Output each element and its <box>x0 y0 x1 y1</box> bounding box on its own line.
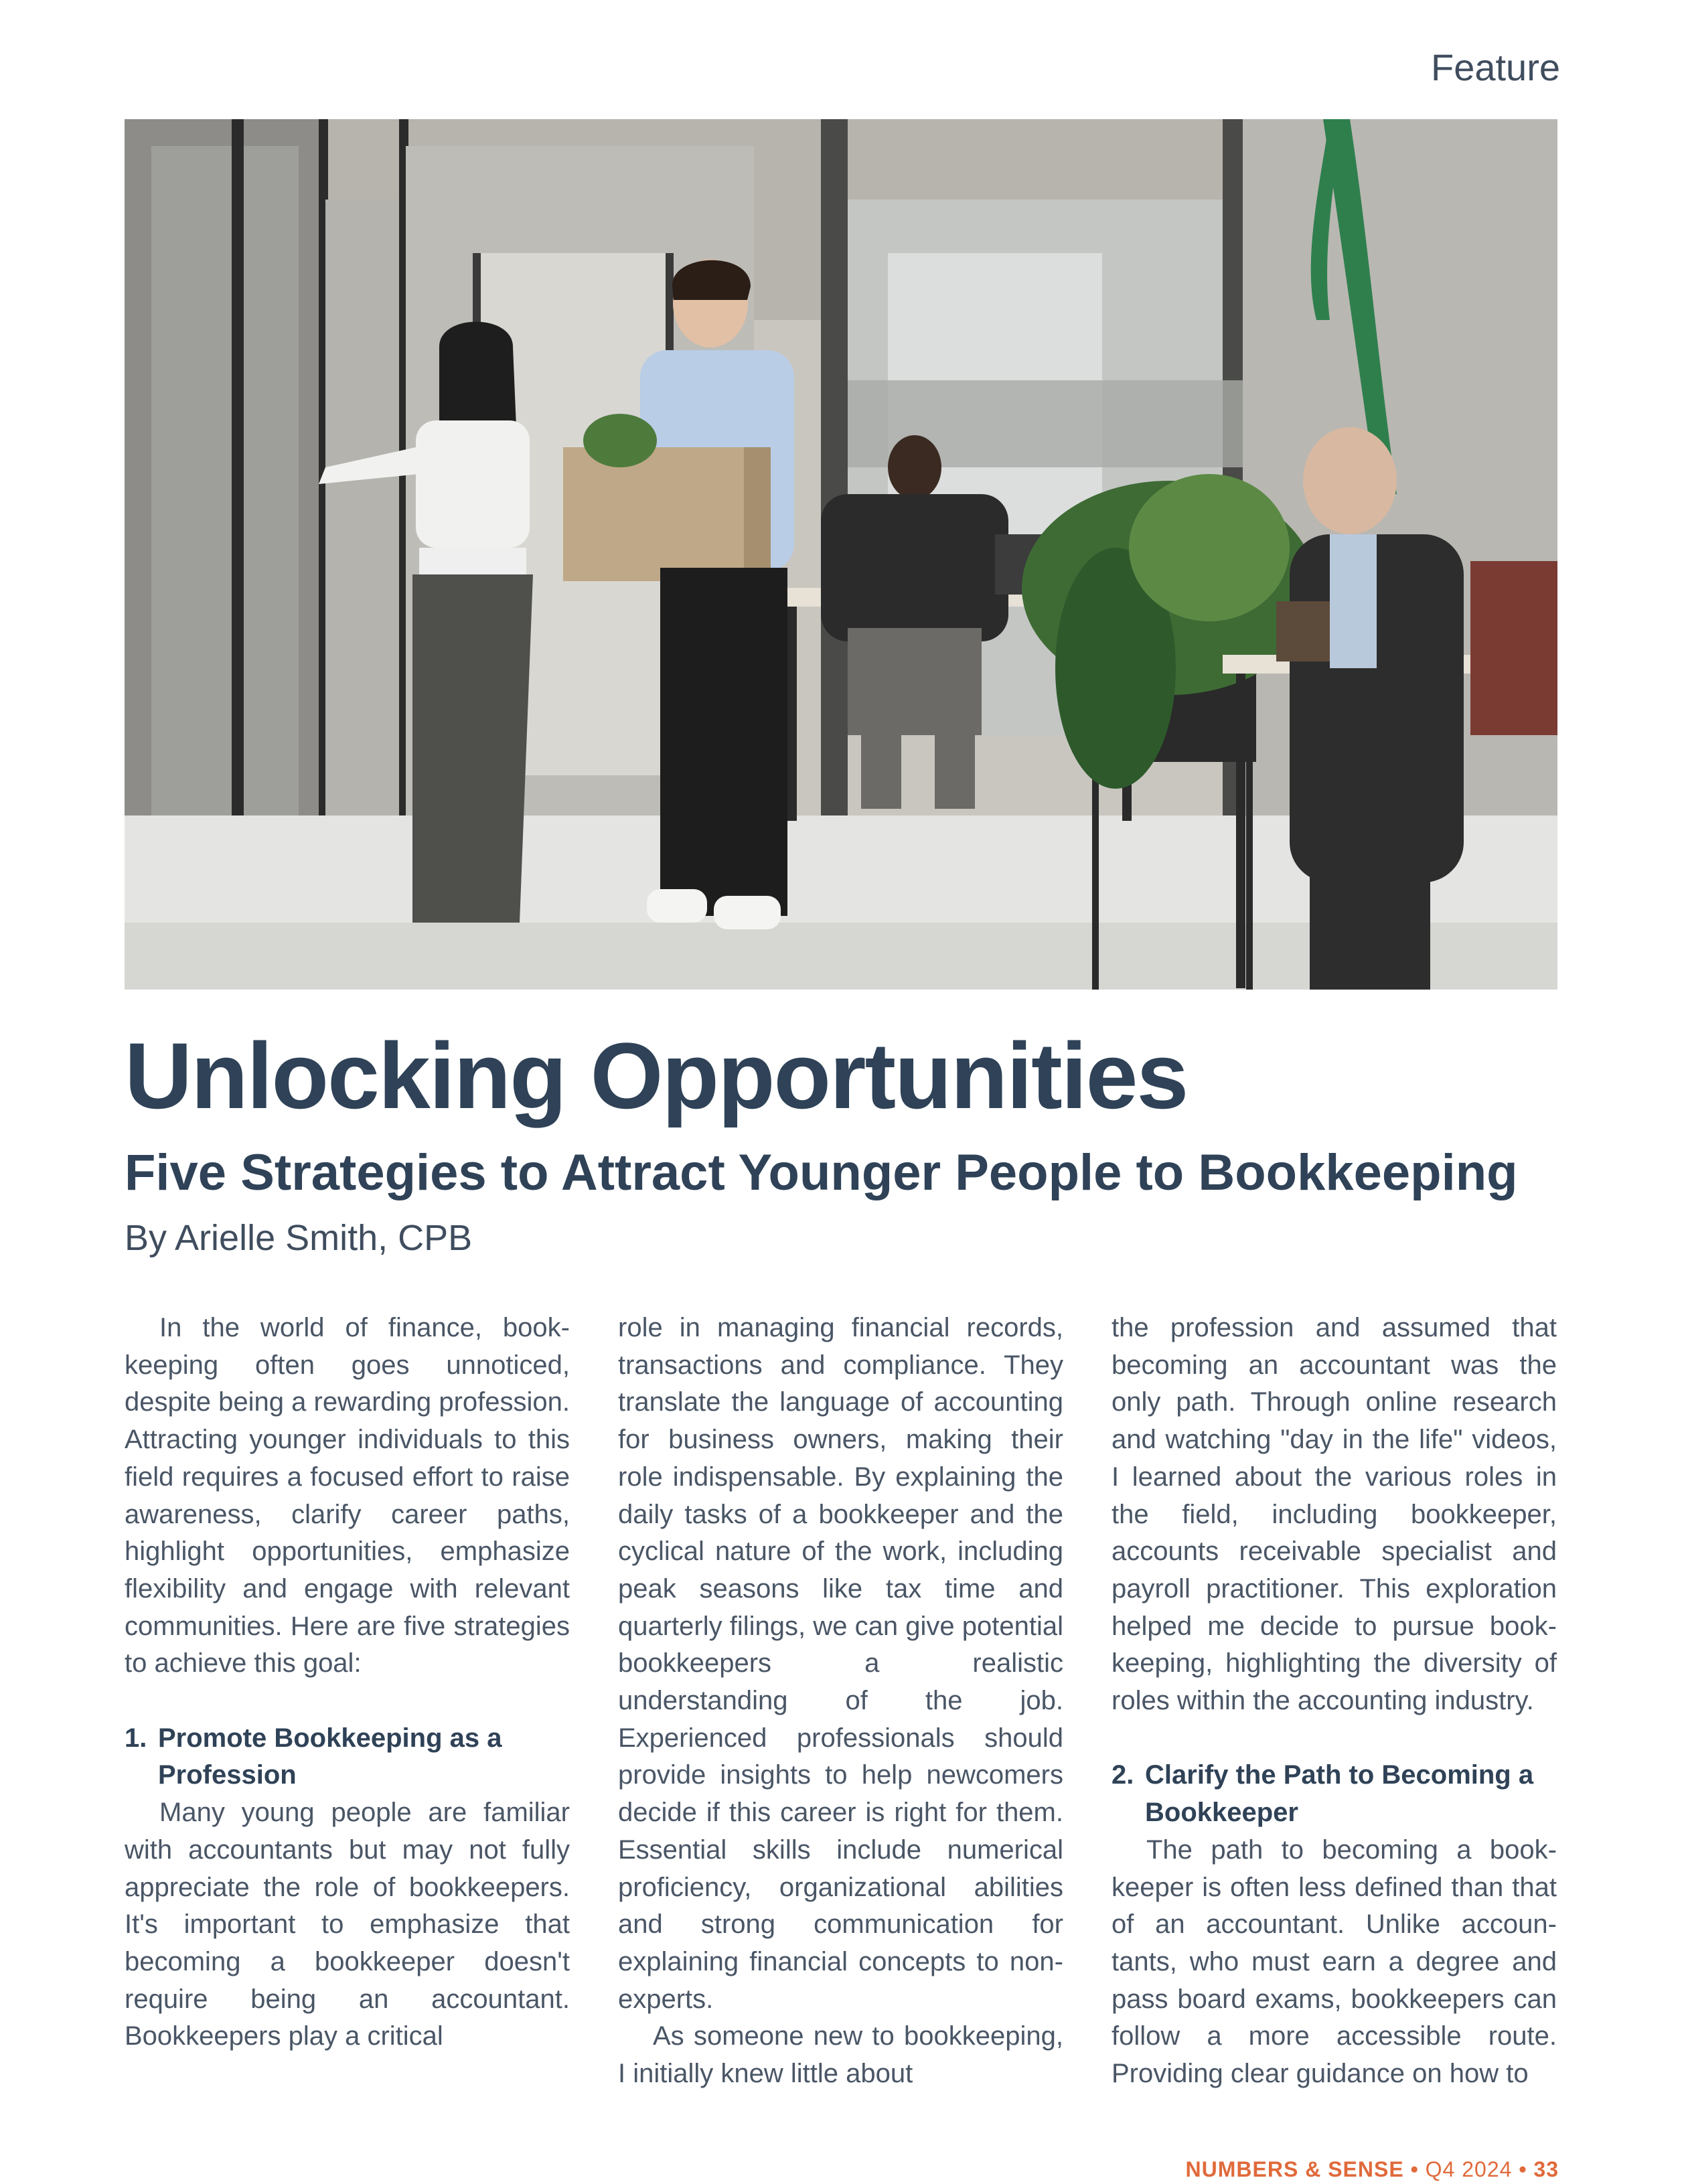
heading-text: Promote Bookkeeping as a Profession <box>158 1723 502 1790</box>
section-heading-1 <box>125 1720 570 1794</box>
article-column-2 <box>618 1310 1063 2093</box>
separator: • <box>1519 2157 1527 2181</box>
paragraph: Many young people are familiar with accountants but may not fully appreciate the role of bookkeepers. It's important to emphasize that becoming a bookkeeper doesn't require being an accountant. Bookkeepers play a critical <box>125 1798 570 2051</box>
paragraph: In the world of finance, bookkeeping often goes unnoticed, despite being a rewarding profession. Attracting younger individuals to this field requires a focused effort to raise awareness, clarify career paths, highlight opportunities, emphasize flexibility and engage with relevant communities. Here are five strategies to achieve this goal: <box>125 1313 570 1679</box>
article-subtitle: Five Strategies to Attract Younger People to Bookkeeping <box>125 1144 1518 1201</box>
article-column-1 <box>125 1310 570 2055</box>
article-column-3 <box>1112 1310 1557 2093</box>
paragraph: role in managing financial records, transactions and compliance. They translate the language of accounting for business owners, making their role indispensable. By explaining the daily tasks of a bookkeeper and the cyclical nature of the work, including peak seasons like tax time and quarterly filings, we can give potential bookkeepers a realistic understanding of the job. Experienced professionals should provide insights to help newcomers decide if this career is right for them. Essential skills include numerical proficiency, organizational abilities and strong communication for explaining financial concepts to non-experts. <box>618 1313 1063 2014</box>
article-byline: By Arielle Smith, CPB <box>125 1218 473 1258</box>
heading-text: Clarify the Path to Becoming a Bookkeeper <box>1145 1760 1534 1828</box>
publication-name: NUMBERS & SENSE <box>1185 2157 1404 2181</box>
separator: • <box>1410 2157 1419 2181</box>
paragraph: the profession and assumed that becoming an accountant was the only path. Through online research and watching "day in the life" videos, I learned about the various roles in the field, including bookkeeper, accounts receivable specialist and payroll practitioner. This exploration helped me decide to pursue bookkeeping, highlighting the diversity of roles within the accounting industry. <box>1112 1313 1557 1716</box>
article-title: Unlocking Opportunities <box>125 1023 1188 1128</box>
photo-credit: © ANNASTILLS / SHUTTERSTOCK.COM <box>1645 368 1659 628</box>
section-heading-2 <box>1112 1757 1557 1831</box>
page-footer <box>1186 2157 1559 2182</box>
office-scene-illustration <box>125 119 1557 990</box>
issue-label: Q4 2024 <box>1425 2157 1513 2181</box>
section-label: Feature <box>1431 46 1560 88</box>
page-number: 33 <box>1533 2157 1559 2181</box>
paragraph: As someone new to bookkeeping, I initially knew little about <box>618 2021 1063 2089</box>
heading-number: 2. <box>1112 1760 1134 1790</box>
paragraph: The path to becoming a bookkeeper is often less defined than that of an accountant. Unlike accountants, who must earn a degree and pass board exams, bookkeepers can follow a more accessible route. Providing clear guidance on how to <box>1112 1835 1557 2089</box>
hero-photo <box>125 119 1659 990</box>
heading-number: 1. <box>125 1723 147 1753</box>
